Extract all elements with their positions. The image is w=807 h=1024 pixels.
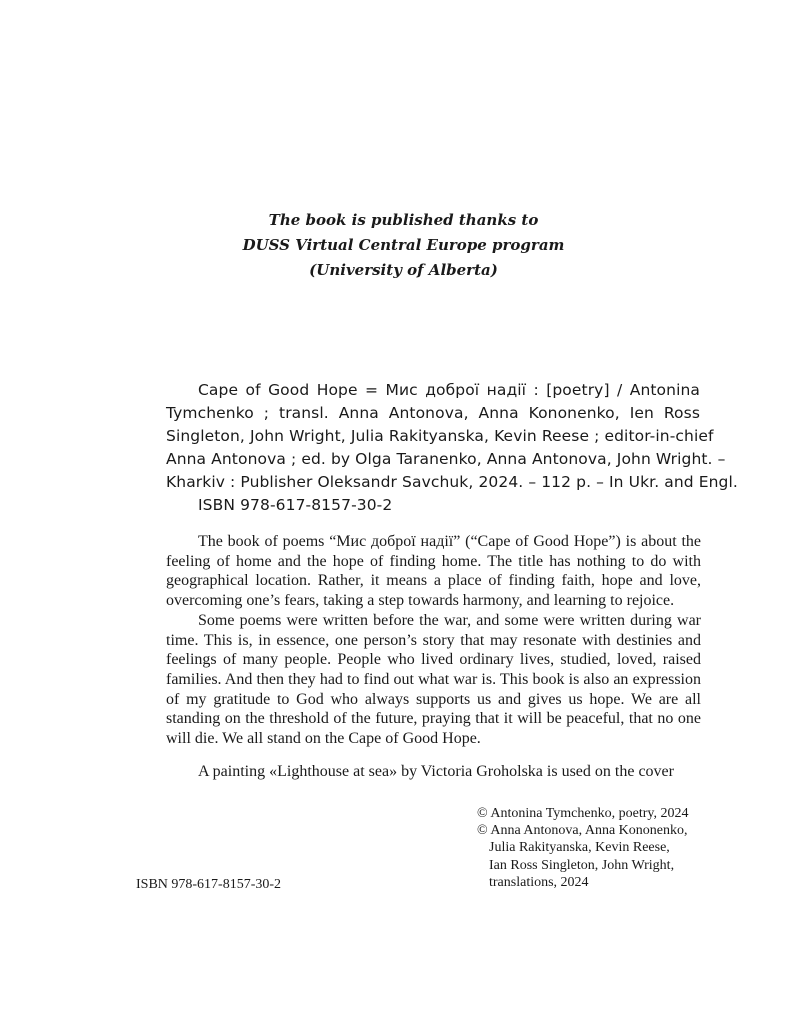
abstract-line: time. This is, in essence, one person’s story that may resonate with destinies and [166, 631, 701, 649]
abstract-line: overcoming one’s fears, taking a step towards harmony, and learning to rejoice. [166, 592, 675, 610]
abstract-line: The book of poems “Мис доброї надії” (“Cape of Good Hope”) is about the [198, 533, 701, 550]
catalog-line: Kharkiv : Publisher Oleksandr Savchuk, 2024. – 112 p. – In Ukr. and Engl. [166, 473, 738, 491]
sponsor-line: The book is published thanks to [268, 211, 539, 229]
isbn-imprint: ISBN 978-617-8157-30-2 [136, 877, 282, 892]
copyright-translations-cont: Ian Ross Singleton, John Wright, [489, 857, 675, 873]
catalog-line: Singleton, John Wright, Julia Rakityanska, Kevin Reese ; editor-in-chief [166, 427, 714, 445]
copyright-translations-cont: Julia Rakityanska, Kevin Reese, [489, 840, 670, 856]
book-abstract [166, 532, 701, 749]
abstract-line: of my gratitude to God who always supports us and gives us hope. We are all [166, 690, 701, 708]
catalog-line: Anna Antonova ; ed. by Olga Taranenko, Anna Antonova, John Wright. – [166, 450, 726, 468]
copyright-block [477, 805, 688, 891]
catalog-line: Cape of Good Hope = Мис доброї надії : [poetry] / Antonina [198, 381, 700, 399]
catalog-isbn: ISBN 978-617-8157-30-2 [198, 496, 393, 514]
abstract-line: standing on the threshold of the future, praying that it will be peaceful, that no one [166, 710, 701, 728]
catalog-line: Tymchenko ; transl. Anna Antonova, Anna Kononenko, Ien Ross [166, 404, 700, 422]
abstract-line: feelings of many people. People who lived ordinary lives, studied, loved, raised [166, 651, 701, 669]
copyright-translations-cont: translations, 2024 [489, 874, 589, 890]
abstract-line: feeling of home and the hope of finding home. The title has nothing to do with [166, 552, 701, 570]
abstract-paragraph [166, 611, 701, 749]
sponsor-line: DUSS Virtual Central Europe program [242, 236, 565, 254]
abstract-line: will die. We all stand on the Cape of Good Hope. [166, 730, 481, 748]
copyright-translations: © Anna Antonova, Anna Kononenko, [477, 823, 688, 839]
sponsor-note [0, 208, 807, 283]
cover-credit: A painting «Lighthouse at sea» by Victoria Groholska is used on the cover [198, 763, 674, 780]
abstract-paragraph [166, 532, 701, 611]
sponsor-line: (University of Alberta) [309, 261, 498, 279]
abstract-line: families. And then they had to find out what war is. This book is also an expression [166, 670, 701, 688]
copyright-poetry: © Antonina Tymchenko, poetry, 2024 [477, 806, 689, 821]
catalog-record [166, 379, 738, 517]
abstract-line: Some poems were written before the war, and some were written during war [198, 611, 701, 629]
abstract-line: geographical location. Rather, it means a place of finding faith, hope and love, [166, 572, 701, 590]
